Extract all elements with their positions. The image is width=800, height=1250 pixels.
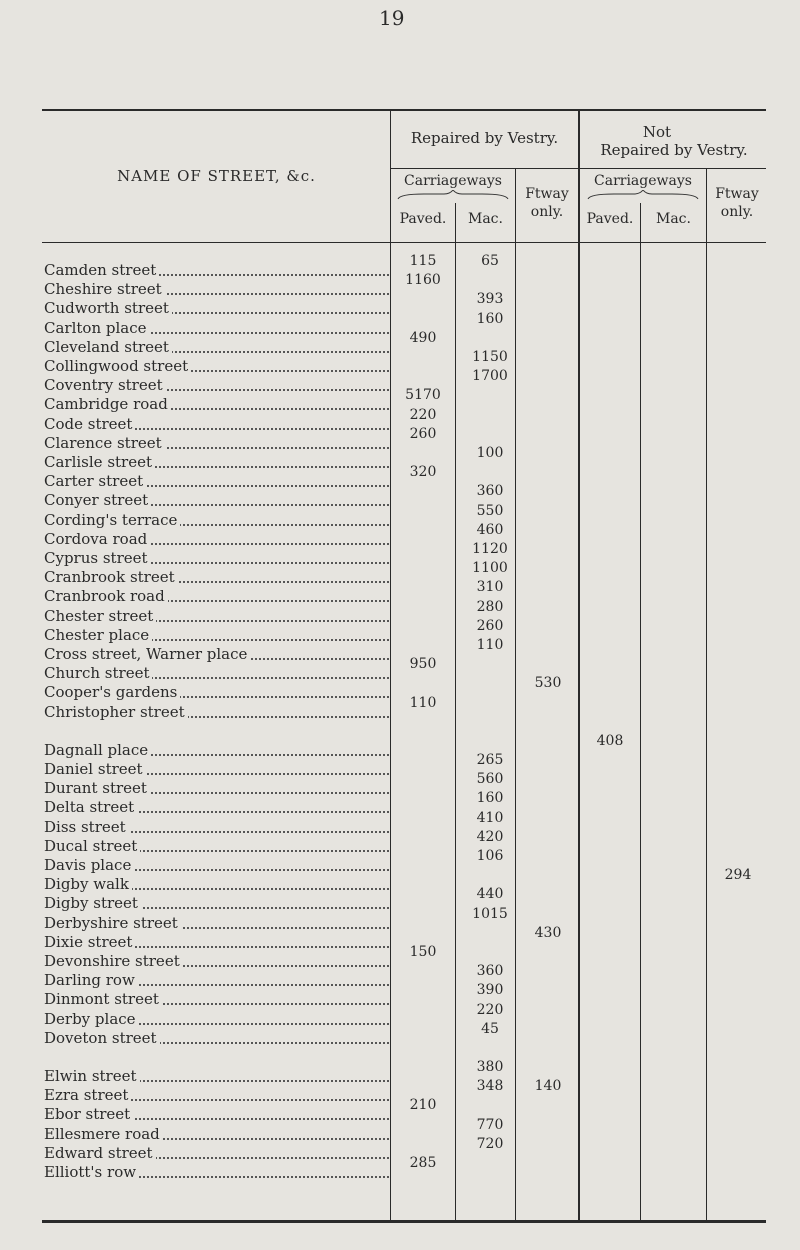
table-top-rule [42, 109, 766, 111]
header-bottom-rule [42, 242, 766, 243]
col-rule-paved [455, 203, 456, 1221]
repaired-mac-value: 440 [476, 886, 504, 903]
repaired-paved-value: 5170 [405, 387, 441, 404]
repaired-mac-value: 560 [476, 771, 504, 788]
street-name-text: Derbyshire street [44, 915, 181, 932]
not-repaired-subrule [580, 168, 766, 169]
street-name [44, 838, 389, 855]
street-name-text: Cross street, Warner place [44, 646, 250, 663]
repaired-paved-value: 320 [409, 464, 437, 481]
street-name [44, 895, 389, 912]
table-bottom-rule [42, 1220, 766, 1223]
street-name-text: Cording's terrace [44, 512, 180, 529]
repaired-mac-value: 348 [476, 1078, 504, 1095]
street-name-text: Davis place [44, 857, 134, 874]
street-name-text: Chester street [44, 608, 156, 625]
header-not-repaired-line2: Repaired by Vestry. [600, 141, 748, 159]
not-repaired-ftway-value: 294 [724, 867, 752, 884]
street-name [44, 339, 389, 356]
street-name-text: Doveton street [44, 1030, 160, 1047]
repaired-mac-value: 410 [476, 809, 504, 826]
repaired-ftway-value: 530 [534, 675, 562, 692]
street-name-text: Cambridge road [44, 396, 171, 413]
repaired-paved-value: 110 [409, 694, 437, 711]
street-name [44, 646, 389, 663]
header-paved-repaired: Paved. [399, 211, 447, 227]
street-name-text: Darling row [44, 972, 138, 989]
header-repaired-by-vestry: Repaired by Vestry. [410, 129, 559, 147]
repaired-paved-value: 490 [409, 329, 437, 346]
repaired-mac-value: 1100 [472, 560, 508, 577]
street-name [44, 1087, 389, 1104]
repaired-mac-value: 160 [476, 790, 504, 807]
street-name-text: Ellesmere road [44, 1126, 163, 1143]
street-name-text: Derby place [44, 1011, 139, 1028]
col-rule-nm [706, 168, 707, 1221]
street-name-text: Carlton place [44, 320, 150, 337]
repaired-mac-value: 460 [476, 521, 504, 538]
header-carriageways-repaired: Carriageways [404, 173, 502, 189]
repaired-mac-value: 110 [476, 637, 504, 653]
street-name-text: Durant street [44, 780, 150, 797]
street-name [44, 1145, 389, 1162]
header-ftway-repaired-2: only. [530, 204, 564, 220]
street-name [44, 512, 389, 529]
street-name [44, 416, 389, 433]
repaired-mac-value: 260 [476, 617, 504, 634]
street-name [44, 473, 389, 490]
street-name [44, 684, 389, 701]
street-name [44, 972, 389, 989]
page-number: 19 [379, 6, 405, 30]
street-name [44, 819, 389, 836]
repaired-paved-value: 150 [409, 944, 437, 960]
street-name [44, 915, 389, 932]
repaired-mac-value: 220 [476, 1001, 504, 1018]
street-name [44, 281, 389, 298]
repaired-mac-value: 390 [476, 982, 504, 999]
street-name [44, 531, 389, 548]
repaired-paved-value: 260 [409, 425, 437, 442]
street-name [44, 569, 389, 586]
repaired-mac-value: 65 [481, 253, 499, 269]
repaired-mac-value: 770 [476, 1116, 504, 1133]
street-name [44, 953, 389, 970]
street-name-text: Cordova road [44, 531, 150, 548]
street-name [44, 358, 389, 375]
street-name-text: Collingwood street [44, 358, 191, 375]
repaired-paved-value: 210 [409, 1097, 437, 1114]
street-name [44, 550, 389, 567]
street-name [44, 454, 389, 471]
street-name [44, 588, 389, 605]
repaired-mac-value: 160 [476, 310, 504, 327]
street-name-text: Cudworth street [44, 300, 172, 317]
street-name [44, 991, 389, 1008]
repaired-ftway-value: 140 [534, 1078, 562, 1095]
repaired-subrule [390, 168, 578, 169]
street-name [44, 876, 389, 893]
header-ftway-repaired-1: Ftway [525, 186, 569, 202]
repaired-mac-value: 280 [476, 598, 504, 615]
street-name-text: Ducal street [44, 838, 140, 855]
street-name [44, 320, 389, 337]
repaired-mac-value: 360 [476, 963, 504, 980]
repaired-ftway-value: 430 [534, 924, 562, 941]
street-name [44, 780, 389, 797]
header-mac-repaired: Mac. [468, 211, 503, 227]
repaired-mac-value: 100 [476, 445, 504, 461]
street-name [44, 704, 389, 721]
street-name-text: Elliott's row [44, 1164, 139, 1181]
header-name-of-street: NAME OF STREET, &c. [117, 167, 316, 185]
col-rule-name [390, 110, 391, 1221]
repaired-mac-value: 720 [476, 1135, 504, 1152]
street-name-text: Dixie street [44, 934, 135, 951]
street-name-text: Cranbrook road [44, 588, 168, 605]
header-paved-not-repaired: Paved. [586, 211, 634, 227]
street-name [44, 665, 389, 682]
header-mac-not-repaired: Mac. [656, 211, 691, 227]
street-name-text: Christopher street [44, 704, 188, 721]
header-not-repaired-line1: Not [642, 123, 672, 141]
street-name-text: Carlisle street [44, 454, 155, 471]
repaired-mac-value: 360 [476, 483, 504, 500]
street-name-text: Conyer street [44, 492, 151, 509]
street-name-text: Cooper's gardens [44, 684, 180, 701]
col-rule-section [578, 110, 580, 1221]
street-name-text: Devonshire street [44, 953, 183, 970]
repaired-mac-value: 106 [476, 848, 504, 864]
street-name-text: Delta street [44, 799, 137, 816]
street-name-text: Cheshire street [44, 281, 165, 298]
street-name-text: Cleveland street [44, 339, 172, 356]
street-name-text: Daniel street [44, 761, 146, 778]
repaired-mac-value: 1120 [472, 541, 508, 557]
repaired-mac-value: 550 [476, 502, 504, 519]
not-repaired-paved-value: 408 [596, 732, 624, 749]
street-name-text: Diss street [44, 819, 129, 836]
repaired-paved-value: 115 [409, 253, 437, 269]
street-name-text: Digby walk [44, 876, 132, 893]
street-name [44, 799, 389, 816]
street-name [44, 1068, 389, 1085]
repaired-paved-value: 1160 [405, 272, 441, 289]
street-name [44, 761, 389, 778]
street-name-text: Carter street [44, 473, 146, 490]
repaired-mac-value: 1150 [472, 349, 508, 365]
repaired-mac-value: 1015 [472, 905, 508, 922]
repaired-mac-value: 45 [481, 1020, 499, 1037]
street-name-text: Dagnall place [44, 742, 151, 759]
street-name-text: Ebor street [44, 1106, 133, 1123]
repaired-paved-value: 220 [409, 406, 437, 423]
repaired-mac-value: 1700 [472, 368, 508, 385]
repaired-paved-value: 285 [409, 1155, 437, 1171]
street-name [44, 1126, 389, 1143]
repaired-mac-value: 265 [476, 752, 504, 768]
header-ftway-not-repaired-1: Ftway [715, 186, 759, 202]
repaired-mac-value: 380 [476, 1059, 504, 1075]
brace-repaired [396, 190, 510, 202]
street-name-text: Church street [44, 665, 152, 682]
repaired-mac-value: 310 [476, 579, 504, 596]
repaired-paved-value: 950 [409, 656, 437, 673]
street-name-text: Chester place [44, 627, 152, 644]
street-name-text: Elwin street [44, 1068, 140, 1085]
street-name [44, 1030, 389, 1047]
street-name [44, 492, 389, 509]
street-name-text: Coventry street [44, 377, 166, 394]
street-name [44, 435, 389, 452]
street-name-text: Cyprus street [44, 550, 151, 567]
street-name [44, 300, 389, 317]
street-name-text: Ezra street [44, 1087, 131, 1104]
street-name-text: Digby street [44, 895, 141, 912]
repaired-mac-value: 393 [476, 291, 504, 308]
street-name [44, 1106, 389, 1123]
street-name-text: Code street [44, 416, 135, 433]
street-name [44, 396, 389, 413]
brace-not-repaired [586, 190, 700, 202]
repaired-mac-value: 420 [476, 828, 504, 845]
street-name [44, 742, 389, 759]
street-name-text: Dinmont street [44, 991, 162, 1008]
street-name [44, 262, 389, 279]
street-name-text: Edward street [44, 1145, 156, 1162]
street-name [44, 608, 389, 625]
street-name [44, 627, 389, 644]
col-rule-np [640, 203, 641, 1221]
street-name [44, 377, 389, 394]
header-ftway-not-repaired-2: only. [720, 204, 754, 220]
street-name-text: Camden street [44, 262, 159, 279]
street-name [44, 1164, 389, 1181]
street-name [44, 1011, 389, 1028]
street-name [44, 857, 389, 874]
street-name-text: Cranbrook street [44, 569, 178, 586]
header-carriageways-not-repaired: Carriageways [594, 173, 692, 189]
street-name-text: Clarence street [44, 435, 165, 452]
street-name [44, 934, 389, 951]
